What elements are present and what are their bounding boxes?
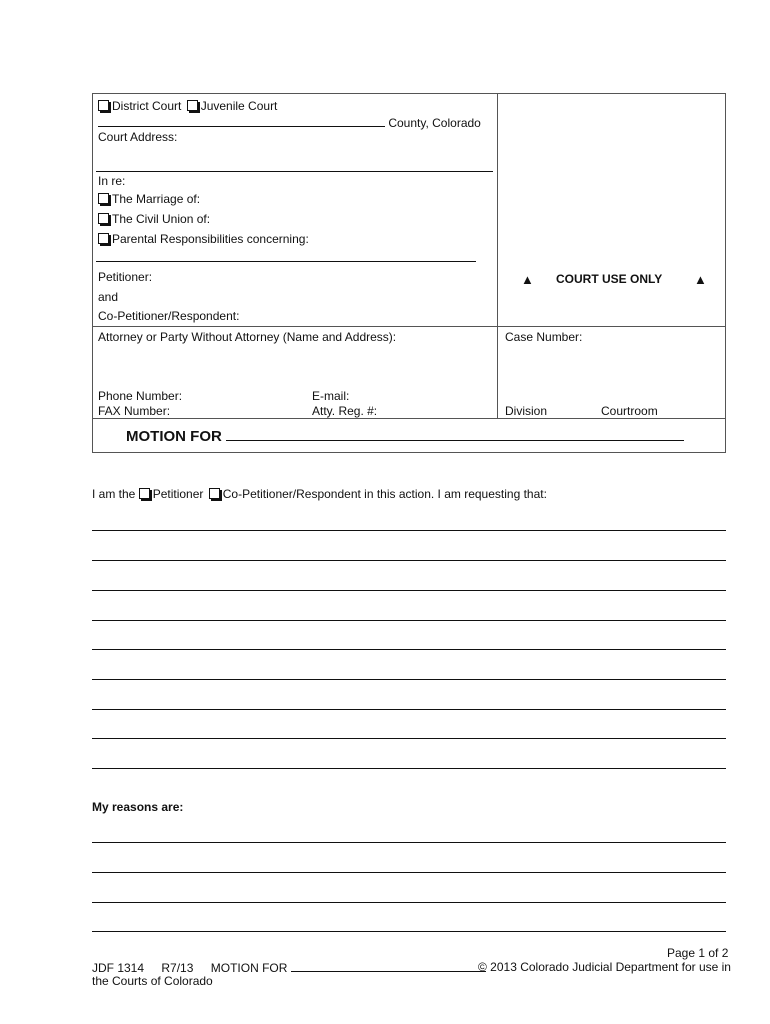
petitioner-checkbox[interactable] <box>139 488 150 499</box>
district-court-label: District Court <box>112 99 182 113</box>
petitioner-option-label: Petitioner <box>152 487 204 501</box>
civil-union-label: The Civil Union of: <box>112 212 211 226</box>
phone-label: Phone Number: <box>98 389 183 403</box>
parental-label: Parental Responsibilities concerning: <box>112 232 309 246</box>
marriage-row <box>98 192 200 206</box>
caption-divider-motion <box>92 418 725 419</box>
my-reasons-label: My reasons are: <box>92 800 184 814</box>
civil-union-row <box>98 212 210 226</box>
parties-line <box>96 261 476 262</box>
triangle-right-icon: ▲ <box>694 272 707 287</box>
court-use-only-label: COURT USE ONLY <box>556 272 663 286</box>
civil-union-checkbox[interactable] <box>98 213 109 224</box>
co-petitioner-checkbox[interactable] <box>209 488 220 499</box>
footer-motion-for: MOTION FOR <box>210 961 288 975</box>
fax-label: FAX Number: <box>98 404 171 418</box>
page-number: Page 1 of 2 <box>667 946 729 960</box>
county-row <box>98 115 481 130</box>
request-line[interactable] <box>92 768 726 769</box>
footer-motion-field[interactable] <box>291 960 486 972</box>
motion-title-field[interactable] <box>226 427 684 441</box>
petitioner-label: Petitioner: <box>98 270 153 284</box>
atty-reg-label: Atty. Reg. #: <box>312 404 378 418</box>
co-petitioner-option-label: Co-Petitioner/Respondent in this action. I am requesting that: <box>222 487 547 501</box>
courtroom-label: Courtroom <box>601 404 658 418</box>
requesting-row <box>92 487 547 501</box>
district-court-checkbox[interactable] <box>98 100 109 111</box>
court-address-line <box>96 171 493 172</box>
court-type-row <box>98 99 277 113</box>
form-revision: R7/13 <box>161 961 194 975</box>
footer-row <box>92 960 486 975</box>
juvenile-court-label: Juvenile Court <box>200 99 278 113</box>
request-line[interactable] <box>92 709 726 710</box>
email-label: E-mail: <box>312 389 350 403</box>
case-number-label: Case Number: <box>505 330 583 344</box>
in-re-label: In re: <box>98 174 126 188</box>
request-line[interactable] <box>92 530 726 531</box>
request-line[interactable] <box>92 649 726 650</box>
division-label: Division <box>505 404 548 418</box>
motion-for-label: MOTION FOR <box>126 428 222 445</box>
copyright-text: © 2013 Colorado Judicial Department for use in <box>478 960 731 974</box>
caption-divider-attorney <box>92 326 725 327</box>
motion-title <box>126 427 684 445</box>
caption-vertical-divider <box>497 93 498 418</box>
request-line[interactable] <box>92 590 726 591</box>
attorney-label: Attorney or Party Without Attorney (Name and Address): <box>98 330 397 344</box>
and-label: and <box>98 290 119 304</box>
marriage-checkbox[interactable] <box>98 193 109 204</box>
request-line[interactable] <box>92 738 726 739</box>
triangle-left-icon: ▲ <box>521 272 534 287</box>
county-colorado-label: County, Colorado <box>388 116 481 130</box>
request-line[interactable] <box>92 560 726 561</box>
court-address-label: Court Address: <box>98 130 178 144</box>
form-id: JDF 1314 <box>92 961 145 975</box>
reason-line[interactable] <box>92 902 726 903</box>
courts-text: the Courts of Colorado <box>92 974 213 988</box>
request-line[interactable] <box>92 679 726 680</box>
reason-line[interactable] <box>92 872 726 873</box>
reason-line[interactable] <box>92 842 726 843</box>
co-petitioner-label: Co-Petitioner/Respondent: <box>98 309 240 323</box>
county-field[interactable] <box>98 115 385 127</box>
reason-line[interactable] <box>92 931 726 932</box>
request-line[interactable] <box>92 620 726 621</box>
marriage-label: The Marriage of: <box>112 192 201 206</box>
parental-checkbox[interactable] <box>98 233 109 244</box>
juvenile-court-checkbox[interactable] <box>187 100 198 111</box>
i-am-the-label: I am the <box>92 487 136 501</box>
parental-row <box>98 232 309 246</box>
